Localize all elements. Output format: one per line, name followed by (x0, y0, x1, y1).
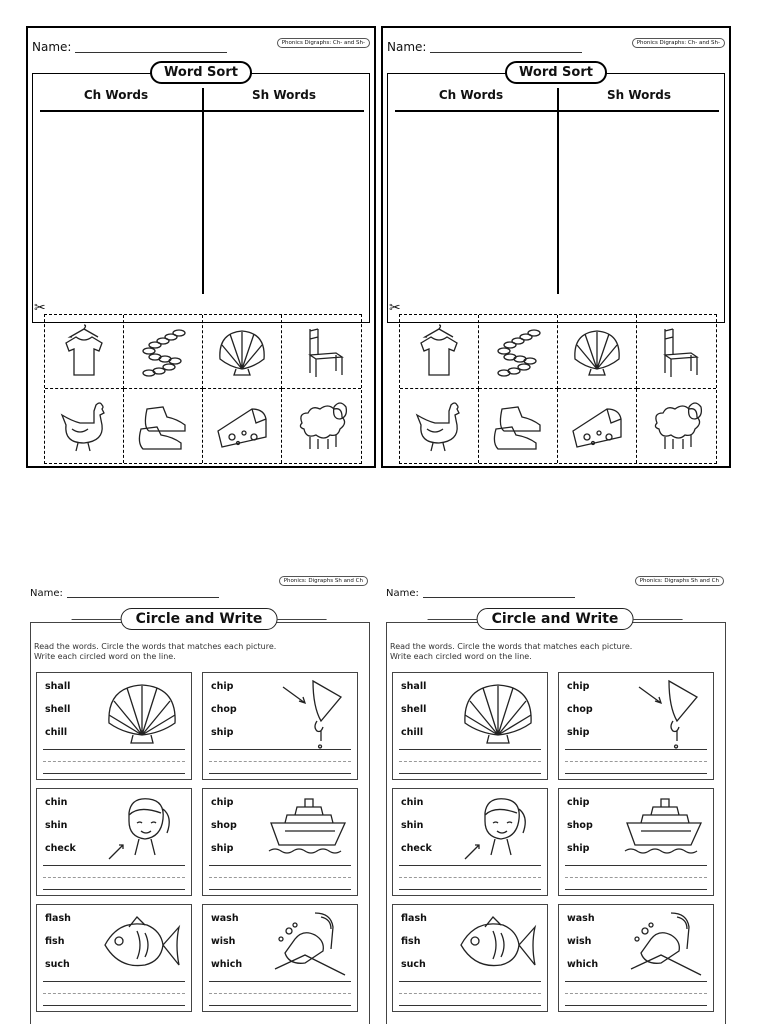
word-option[interactable]: ship (567, 727, 590, 738)
sheep-icon (647, 397, 707, 455)
word-option[interactable]: chill (401, 727, 424, 738)
guide-line (43, 877, 185, 878)
guide-line (565, 993, 707, 994)
chain-card[interactable] (124, 315, 203, 389)
cheese-card[interactable] (203, 389, 282, 463)
answer-line[interactable] (399, 865, 541, 866)
shell-icon (455, 677, 541, 749)
guide-line (565, 761, 707, 762)
name-line[interactable] (67, 597, 219, 598)
answer-baseline (209, 773, 351, 774)
exercise-box-ship (558, 788, 714, 896)
word-option[interactable]: flash (45, 913, 71, 924)
answer-line[interactable] (43, 865, 185, 866)
guide-line (209, 877, 351, 878)
answer-baseline (209, 1005, 351, 1006)
instructions: Read the words. Circle the words that matches each picture. Write each circled word on the line. (34, 642, 277, 661)
cut-out-grid (399, 314, 717, 464)
name-field (30, 588, 219, 599)
instructions: Read the words. Circle the words that matches each picture. Write each circled word on the line. (390, 642, 633, 661)
column-divider (202, 88, 204, 294)
word-option[interactable]: shell (401, 704, 427, 715)
word-option[interactable]: which (567, 959, 599, 970)
sheep-card[interactable] (637, 389, 716, 463)
word-option[interactable]: chip (567, 681, 590, 692)
guide-line (565, 877, 707, 878)
chain-icon (488, 323, 548, 381)
word-option[interactable]: ship (211, 843, 234, 854)
answer-baseline (209, 889, 351, 890)
ch-words-header: Ch Words (438, 88, 504, 102)
word-option[interactable]: chop (211, 704, 237, 715)
cheese-card[interactable] (558, 389, 637, 463)
circle-write-title: Circle and Write (121, 608, 278, 630)
word-sort-sheet-left (26, 26, 376, 468)
word-option[interactable]: fish (401, 936, 421, 947)
exercise-box-fish (392, 904, 548, 1012)
circle-write-sheet-left (24, 568, 374, 1024)
exercise-box-chip (202, 672, 358, 780)
shirt-card[interactable] (400, 315, 479, 389)
answer-baseline (565, 889, 707, 890)
chicken-card[interactable] (400, 389, 479, 463)
shoes-card[interactable] (479, 389, 558, 463)
word-option[interactable]: chop (567, 704, 593, 715)
answer-line[interactable] (399, 749, 541, 750)
shoes-card[interactable] (124, 389, 203, 463)
word-option[interactable]: ship (211, 727, 234, 738)
exercise-box-chip (558, 672, 714, 780)
word-option[interactable]: shop (567, 820, 593, 831)
sh-words-header: Sh Words (251, 88, 317, 102)
phonics-tag: Phonics Digraphs: Ch- and Sh- (277, 38, 370, 48)
answer-line[interactable] (565, 865, 707, 866)
chain-card[interactable] (479, 315, 558, 389)
word-option[interactable]: shin (45, 820, 68, 831)
circle-write-sheet-right (380, 568, 730, 1024)
answer-line[interactable] (565, 749, 707, 750)
word-option[interactable]: shall (401, 681, 427, 692)
fish-icon (455, 909, 541, 981)
name-label: Name: (32, 40, 72, 54)
chicken-icon (54, 397, 114, 455)
guide-line (399, 993, 541, 994)
shell-icon (567, 323, 627, 381)
chair-icon (647, 323, 707, 381)
name-field (387, 40, 582, 54)
answer-line[interactable] (565, 981, 707, 982)
word-sort-title: Word Sort (150, 61, 252, 84)
answer-baseline (43, 1005, 185, 1006)
answer-line[interactable] (209, 865, 351, 866)
exercise-box-ship (202, 788, 358, 896)
chip-icon (265, 677, 351, 749)
word-option[interactable]: chip (211, 681, 234, 692)
answer-baseline (399, 773, 541, 774)
guide-line (399, 761, 541, 762)
answer-baseline (399, 889, 541, 890)
word-option[interactable]: chip (567, 797, 590, 808)
answer-line[interactable] (209, 981, 351, 982)
ship-icon (621, 793, 707, 865)
phonics-tag: Phonics: Digraphs Sh and Ch (635, 576, 724, 586)
cut-out-grid (44, 314, 362, 464)
shell-icon (212, 323, 272, 381)
guide-line (43, 761, 185, 762)
word-option[interactable]: chip (211, 797, 234, 808)
word-option[interactable]: shop (211, 820, 237, 831)
shell-card[interactable] (203, 315, 282, 389)
chicken-card[interactable] (45, 389, 124, 463)
shell-card[interactable] (558, 315, 637, 389)
shirt-card[interactable] (45, 315, 124, 389)
word-option[interactable]: flash (401, 913, 427, 924)
exercise-box-chin (36, 788, 192, 896)
word-sort-title: Word Sort (505, 61, 607, 84)
cheese-icon (567, 397, 627, 455)
phonics-tag: Phonics: Digraphs Sh and Ch (279, 576, 368, 586)
word-sort-sheet-right (381, 26, 731, 468)
name-field (386, 588, 575, 599)
word-option[interactable]: wash (211, 913, 239, 924)
sheep-card[interactable] (282, 389, 361, 463)
circle-write-title: Circle and Write (477, 608, 634, 630)
exercise-box-shell (36, 672, 192, 780)
answer-baseline (399, 1005, 541, 1006)
word-option[interactable]: shin (401, 820, 424, 831)
sh-words-header: Sh Words (606, 88, 672, 102)
column-divider (557, 88, 559, 294)
word-option[interactable]: wish (567, 936, 592, 947)
answer-baseline (565, 773, 707, 774)
chicken-icon (409, 397, 469, 455)
word-option[interactable]: wish (211, 936, 236, 947)
shirt-icon (409, 323, 469, 381)
answer-baseline (43, 773, 185, 774)
exercise-box-wash (558, 904, 714, 1012)
washing-hands-icon (265, 909, 351, 981)
phonics-tag: Phonics Digraphs: Ch- and Sh- (632, 38, 725, 48)
word-option[interactable]: such (45, 959, 70, 970)
word-option[interactable]: check (45, 843, 76, 854)
girl-face-icon (99, 793, 185, 865)
name-label: Name: (386, 588, 419, 599)
answer-line[interactable] (399, 981, 541, 982)
answer-baseline (43, 889, 185, 890)
washing-hands-icon (621, 909, 707, 981)
word-option[interactable]: chin (45, 797, 68, 808)
word-option[interactable]: such (401, 959, 426, 970)
word-option[interactable]: shall (45, 681, 71, 692)
name-label: Name: (30, 588, 63, 599)
fish-icon (99, 909, 185, 981)
word-option[interactable]: which (211, 959, 243, 970)
word-option[interactable]: wash (567, 913, 595, 924)
answer-line[interactable] (43, 749, 185, 750)
word-option[interactable]: chill (45, 727, 68, 738)
chair-card[interactable] (282, 315, 361, 389)
scissors-icon: ✂ (389, 300, 401, 316)
girl-face-icon (455, 793, 541, 865)
exercise-box-shell (392, 672, 548, 780)
ch-words-header: Ch Words (83, 88, 149, 102)
answer-baseline (565, 1005, 707, 1006)
chip-icon (621, 677, 707, 749)
name-line[interactable] (430, 52, 582, 53)
word-option[interactable]: check (401, 843, 432, 854)
chair-card[interactable] (637, 315, 716, 389)
word-option[interactable]: chin (401, 797, 424, 808)
chair-icon (292, 323, 352, 381)
answer-line[interactable] (209, 749, 351, 750)
name-label: Name: (387, 40, 427, 54)
word-option[interactable]: fish (45, 936, 65, 947)
exercise-box-fish (36, 904, 192, 1012)
shoes-icon (488, 397, 548, 455)
cheese-icon (212, 397, 272, 455)
guide-line (209, 761, 351, 762)
answer-line[interactable] (43, 981, 185, 982)
name-line[interactable] (423, 597, 575, 598)
guide-line (209, 993, 351, 994)
guide-line (399, 877, 541, 878)
name-field (32, 40, 227, 54)
ship-icon (265, 793, 351, 865)
sheep-icon (292, 397, 352, 455)
shell-icon (99, 677, 185, 749)
guide-line (43, 993, 185, 994)
word-option[interactable]: ship (567, 843, 590, 854)
scissors-icon: ✂ (34, 300, 46, 316)
exercise-box-chin (392, 788, 548, 896)
shirt-icon (54, 323, 114, 381)
name-line[interactable] (75, 52, 227, 53)
chain-icon (133, 323, 193, 381)
word-option[interactable]: shell (45, 704, 71, 715)
exercise-box-wash (202, 904, 358, 1012)
shoes-icon (133, 397, 193, 455)
